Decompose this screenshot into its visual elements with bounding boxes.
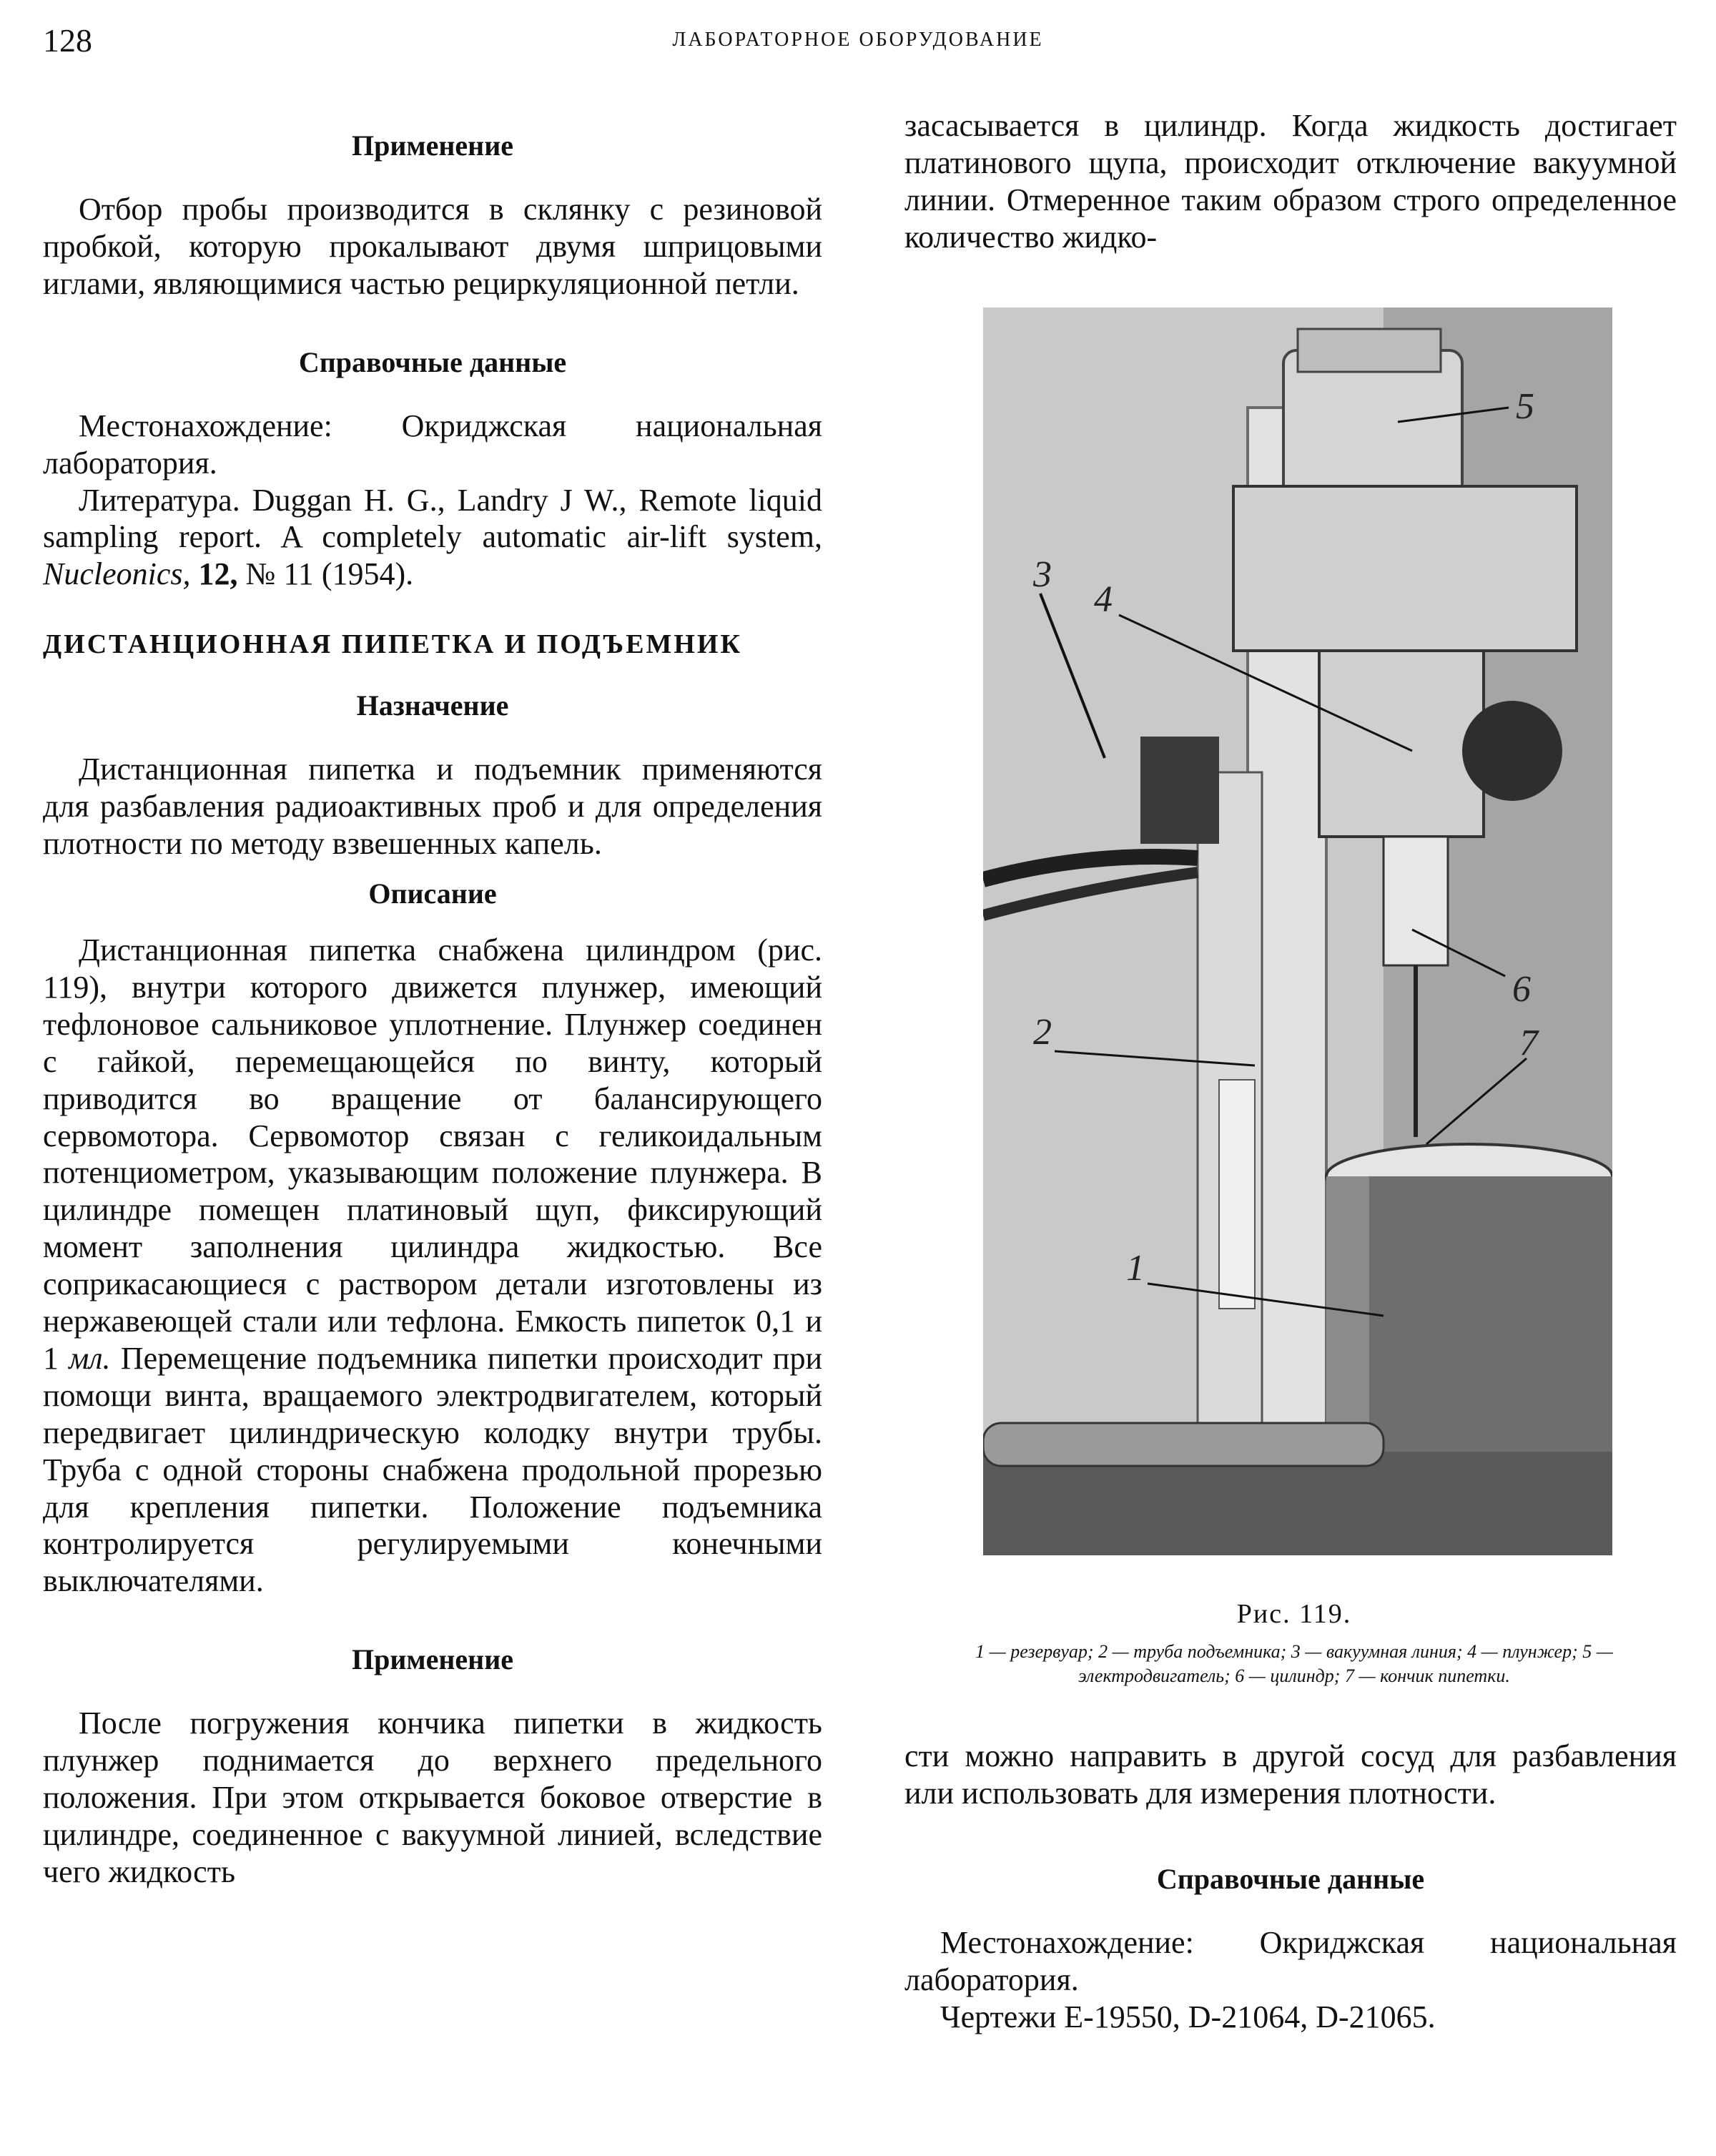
running-head: ЛАБОРАТОРНОЕ ОБОРУДОВАНИЕ — [672, 29, 1044, 51]
apparatus-illustration — [983, 307, 1612, 1555]
right-column-top — [904, 107, 1677, 256]
figure-label-6: 6 — [1512, 969, 1531, 1010]
figure-label-5: 5 — [1516, 386, 1534, 427]
paragraph-location: Местонахождение: Окриджская национальная лаборатория. — [904, 1924, 1677, 1997]
section-heading-purpose: Назначение — [356, 689, 509, 722]
paragraph-description — [43, 932, 822, 1600]
page-header — [43, 21, 1673, 64]
article-title: ДИСТАНЦИОННАЯ ПИПЕТКА И ПОДЪЕМНИК — [43, 629, 743, 660]
figure-label-2: 2 — [1033, 1012, 1052, 1053]
section-heading-application-prev: Применение — [351, 129, 514, 162]
paragraph-location-prev: Местонахождение: Окриджская национальная лаборатория. — [43, 408, 822, 481]
section-heading-description: Описание — [368, 877, 497, 910]
right-column-bottom — [904, 1738, 1677, 2036]
paragraph-continuation-top: засасывается в цилиндр. Когда жидкость достигает платинового щупа, происходит отключение вакуумной линии. Отмеренное таким образом строго определенное количество жидко- — [904, 108, 1677, 255]
figure-caption-title: Рис. 119. — [1236, 1599, 1352, 1629]
literature-journal: Nucleonics, — [43, 556, 191, 592]
section-heading-reference: Справочные данные — [1156, 1862, 1425, 1895]
section-heading-application: Применение — [351, 1643, 514, 1676]
figure-label-1: 1 — [1126, 1248, 1145, 1289]
description-unit: мл. — [69, 1340, 111, 1376]
figure-label-7: 7 — [1519, 1023, 1538, 1063]
literature-issue: № 11 (1954). — [237, 556, 414, 592]
paragraph-application: После погружения кончика пипетки в жидкость плунжер поднимается до верхнего предельного положения. При этом открывается боковое отверстие в цилиндре, соединенное с вакуумной линией, вследствие чего жидкость — [43, 1705, 822, 1889]
description-text-2: Перемещение подъемника пипетки происходит при помощи винта, вращаемого электродвигателем, который передвигает цилиндрическую колодку внутри трубы. Труба с одной стороны снабжена продольной прорезью для крепления пипетки. Положение подъемника контролируется регулируемыми конечными выключателями. — [43, 1340, 822, 1599]
figure-label-4: 4 — [1094, 579, 1113, 620]
description-text-1: Дистанционная пипетка снабжена цилиндром (рис. 119), внутри которого движется плунжер, имеющий тефлоновое сальниковое уплотнение. Плунжер соединен с гайкой, перемещающейся по винту, который приводится во вращение от балансирующего сервомотора. Сервомотор связан с геликоидальным потенциометром, указывающим положение плунжера. В цилиндре помещен платиновый щуп, фиксирующий момент заполнения цилиндра жидкостью. Все соприкасающиеся с раствором детали изготовлены из нержавеющей стали или тефлона. Емкость пипеток 0,1 и 1 — [43, 932, 822, 1376]
figure-119-photo — [983, 307, 1612, 1555]
figure-label-3: 3 — [1033, 554, 1052, 595]
paragraph-continuation-bottom: сти можно направить в другой сосуд для разбавления или использовать для измерения плотности. — [904, 1738, 1677, 1811]
section-heading-reference-prev: Справочные данные — [298, 345, 567, 378]
left-column — [43, 107, 822, 1891]
paragraph-drawings: Чертежи Е-19550, D-21064, D-21065. — [940, 1999, 1436, 2034]
paragraph-application-prev: Отбор пробы производится в склянку с резиновой пробкой, которую прокалывают двумя шприцовыми иглами, являющимися частью рециркуляционной петли. — [43, 192, 822, 301]
literature-volume: 12, — [190, 556, 238, 592]
page-number: 128 — [43, 22, 92, 59]
paragraph-literature — [43, 482, 822, 594]
figure-caption — [922, 1598, 1666, 1688]
figure-caption-text: 1 — резервуар; 2 — труба подъемника; 3 — вакуумная линия; 4 — плунжер; 5 — электродвигатель; 6 — цилиндр; 7 — кончик пипетки. — [975, 1641, 1613, 1686]
paragraph-purpose: Дистанционная пипетка и подъемник применяются для разбавления радиоактивных проб и для определения плотности по методу взвешенных капель. — [43, 752, 822, 862]
literature-text: Литература. Duggan H. G., Landry J W., Remote liquid sampling report. A completely automatic air-lift system, — [43, 482, 822, 555]
